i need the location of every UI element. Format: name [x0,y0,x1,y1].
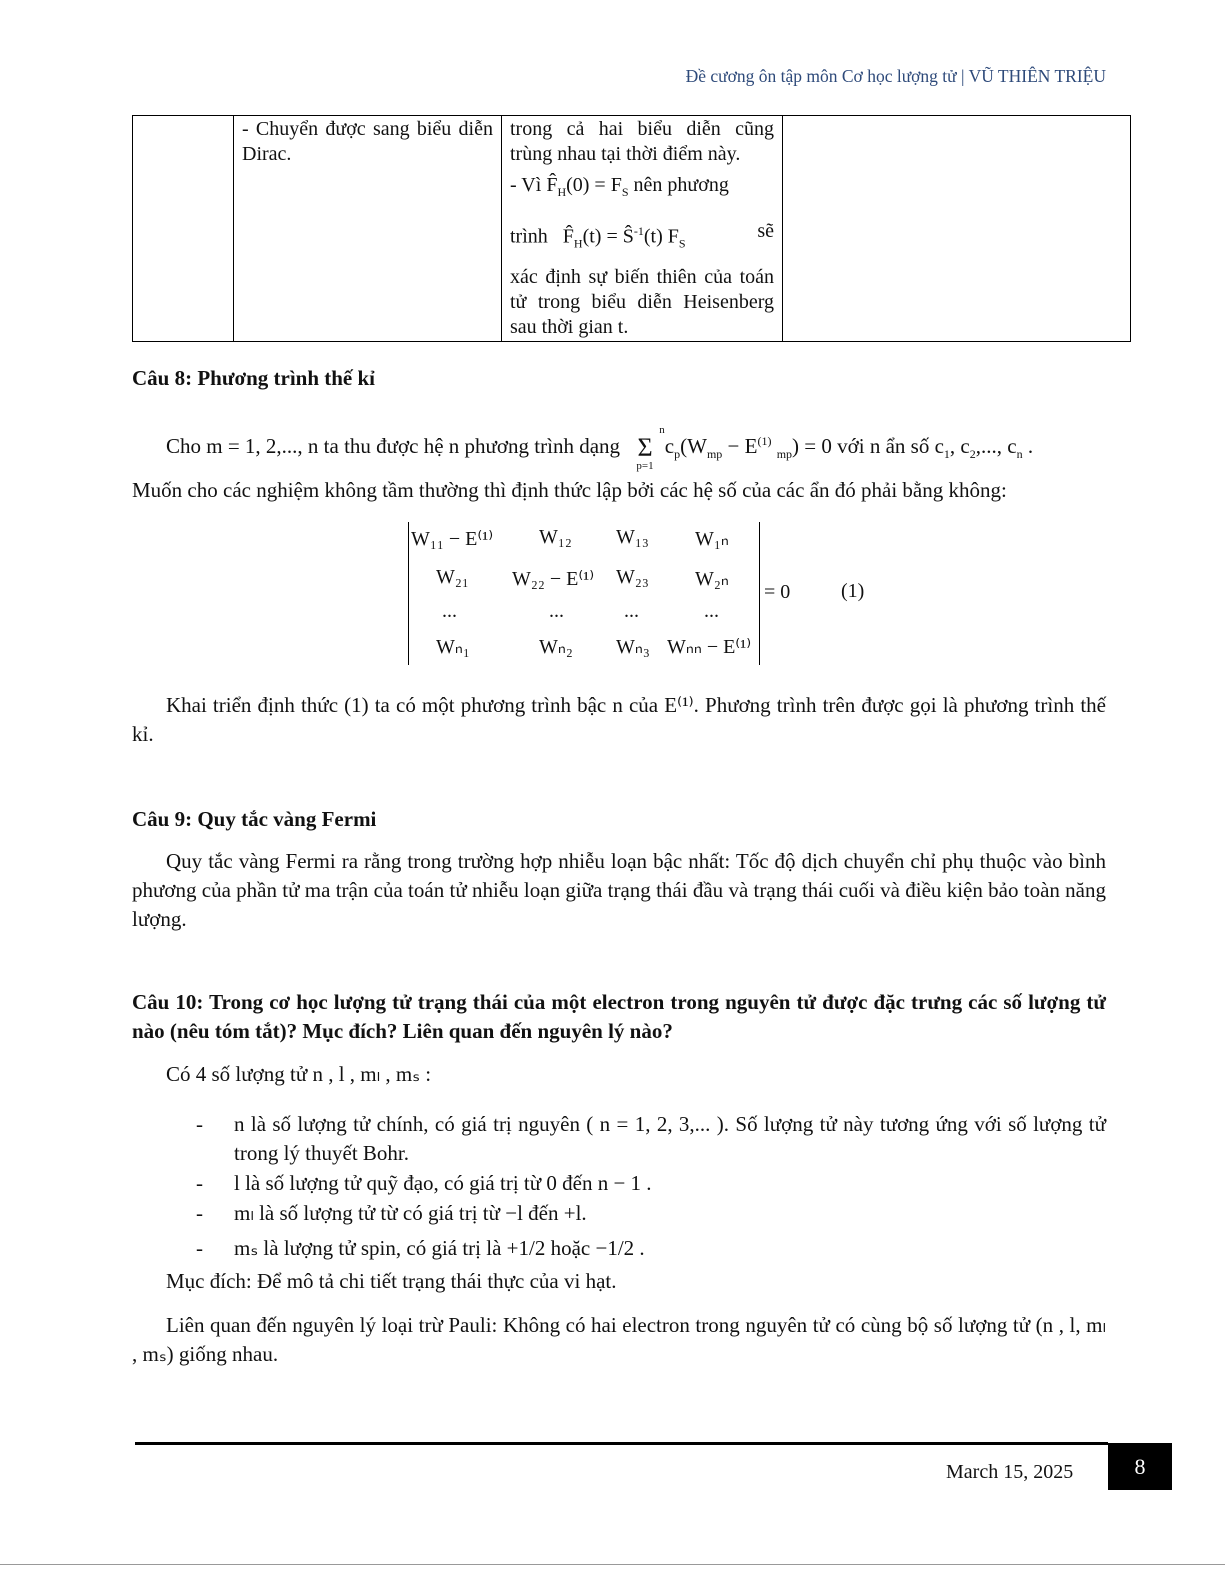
table-cell-col2: - Chuyển được sang biểu diễn Dirac. [234,116,502,342]
footer-rule [135,1442,1108,1445]
q8-paragraph-3: Khai triển định thức (1) ta có một phương trình bậc n của E⁽¹⁾. Phương trình trên được gọi là phương trình thế kỉ. [132,693,1106,746]
q8-heading: Câu 8: Phương trình thế kỉ [132,366,376,390]
page-header: Đề cương ôn tập môn Cơ học lượng tử | VŨ THIÊN TRIỆU [685,66,1106,86]
determinant [408,522,760,665]
page-number: 8 [1108,1443,1172,1490]
cell-text: trình $F̂_H(t)$ = $Ŝ^{-1}(t)$ $F_S$ sẽ [510,220,774,251]
det-cell: Wₙₙ − E⁽¹⁾ [667,636,752,658]
list-item: - n là số lượng tử chính, có giá trị nguyên ( n = 1, 2, 3,... ). Số lượng tử này tương ứng với số lượng tử trong lý thuyết Bohr. [196,1112,1106,1165]
q10-purpose: Mục đích: Để mô tả chi tiết trạng thái thực của vi hạt. [166,1269,617,1293]
det-cell: Wₙ₃ [616,636,650,658]
det-cell: ... [549,600,564,622]
q10-pauli: Liên quan đến nguyên lý loại trừ Pauli: Không có hai electron trong nguyên tử có cùng bộ số lượng tử (n , l, mₗ , mₛ) giống nhau. [132,1313,1106,1366]
det-cell: W₁₁ − E⁽¹⁾ [411,528,494,550]
det-cell: W₂₃ [616,566,649,588]
det-cell: Wₙ₂ [539,636,573,658]
det-cell: W₂ₙ [695,568,729,590]
det-cell: W₂₁ [436,566,469,588]
det-equals: = 0 [764,581,791,603]
q9-heading: Câu 9: Quy tắc vàng Fermi [132,807,377,831]
q10-heading: Câu 10: Trong cơ học lượng tử trạng thái của một electron trong nguyên tử được đặc trưng các số lượng tử nào (nêu tóm tắt)? Mục đích? Liên quan đến nguyên lý nào? [132,990,1106,1043]
q8-paragraph-2: Muốn cho các nghiệm không tầm thường thì định thức lập bởi các hệ số của các ẩn đó phải bằng không: [132,478,1007,502]
list-item: - l là số lượng tử quỹ đạo, có giá trị từ 0 đến n − 1 . [196,1171,652,1195]
page-edge [0,1564,1225,1565]
equation-label: (1) [841,580,865,602]
det-cell: W₁₂ [539,526,572,548]
table-cell-empty [133,116,234,342]
cell-text: trong cả hai biểu diễn cũng trùng nhau tại thời điểm này. [510,118,774,165]
det-cell: Wₙ₁ [436,636,470,658]
det-cell: ... [624,600,639,622]
det-cell: W₁₃ [616,526,649,548]
q10-intro: Có 4 số lượng tử n , l , mₗ , mₛ : [166,1062,432,1086]
list-item: - mₛ là lượng tử spin, có giá trị là +1/2 hoặc −1/2 . [196,1236,645,1260]
det-cell: ... [442,600,457,622]
cell-text: xác định sự biến thiên của toán tử trong biểu diễn Heisenberg sau thời gian t. [510,265,774,338]
q8-paragraph-1: Cho m = 1, 2,..., n ta thu được hệ n phương trình dạng n Σ $p=1c_p(W_{mp} - E^{(1)}$ $_{mp}$) = 0 với n ẩn số $c_1$, $c_2$,..., $c_n$ . [166,424,1034,472]
table-cell-empty [783,116,1131,342]
det-cell: W₂₂ − E⁽¹⁾ [512,568,595,590]
table-cell-col3 [502,116,783,342]
cell-text: - Vì $F̂_H(0) = F_S$ nên phương [510,174,729,199]
det-cell: W₁ₙ [695,528,729,550]
footer-date: March 15, 2025 [946,1461,1074,1483]
q9-paragraph: Quy tắc vàng Fermi ra rằng trong trường hợp nhiễu loạn bậc nhất: Tốc độ dịch chuyển chỉ phụ thuộc vào bình phương của phần tử ma trận của toán tử nhiễu loạn giữa trạng thái đầu và trạng thái cuối và điều kiện bảo toàn năng lượng. [132,849,1106,931]
continuation-table [132,115,1131,342]
list-item: - mₗ là số lượng tử từ có giá trị từ −l đến +l. [196,1201,587,1225]
det-cell: ... [704,600,719,622]
